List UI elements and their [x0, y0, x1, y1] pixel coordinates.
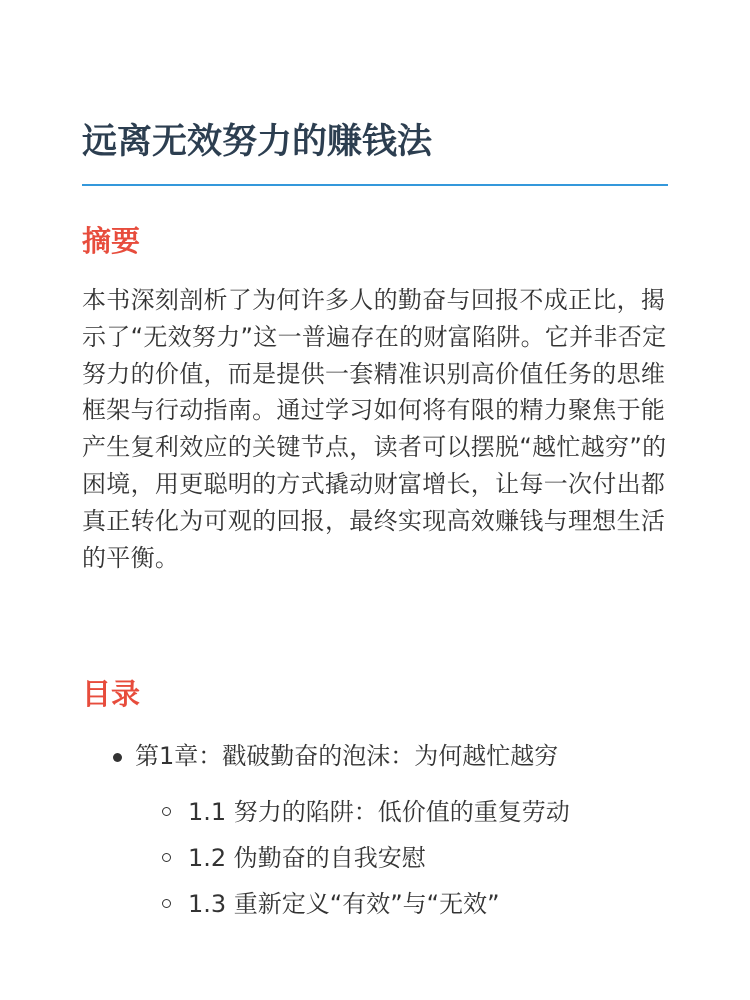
toc-section-label: 1.1 努力的陷阱：低价值的重复劳动: [188, 798, 570, 826]
bullet-circle-icon: [162, 853, 171, 862]
abstract-heading: 摘要: [82, 224, 141, 258]
toc-section-label: 1.3 重新定义“有效”与“无效”: [188, 890, 500, 918]
bullet-disc-icon: [113, 753, 122, 762]
page-title: 远离无效努力的赚钱法: [82, 122, 433, 162]
bullet-circle-icon: [162, 899, 171, 908]
table-of-contents: [82, 736, 668, 918]
abstract-text: 本书深刻剖析了为何许多人的勤奋与回报不成正比，揭示了“无效努力”这一普遍存在的财富陷阱。它并非否定努力的价值，而是提供一套精准识别高价值任务的思维框架与行动指南。通过学习如何将有限的精力聚焦于能产生复利效应的关键节点，读者可以摆脱“越忙越穷”的困境，用更聪明的方式撬动财富增长，让每一次付出都真正转化为可观的回报，最终实现高效赚钱与理想生活的平衡。: [82, 286, 667, 572]
toc-chapter-1: [82, 736, 668, 918]
toc-chapter-label: 第1章：戳破勤奋的泡沫：为何越忙越穷: [135, 742, 559, 770]
toc-section-label: 1.2 伪勤奋的自我安慰: [188, 844, 426, 872]
title-divider: [82, 184, 668, 186]
toc-heading: 目录: [82, 677, 141, 711]
bullet-circle-icon: [162, 807, 171, 816]
